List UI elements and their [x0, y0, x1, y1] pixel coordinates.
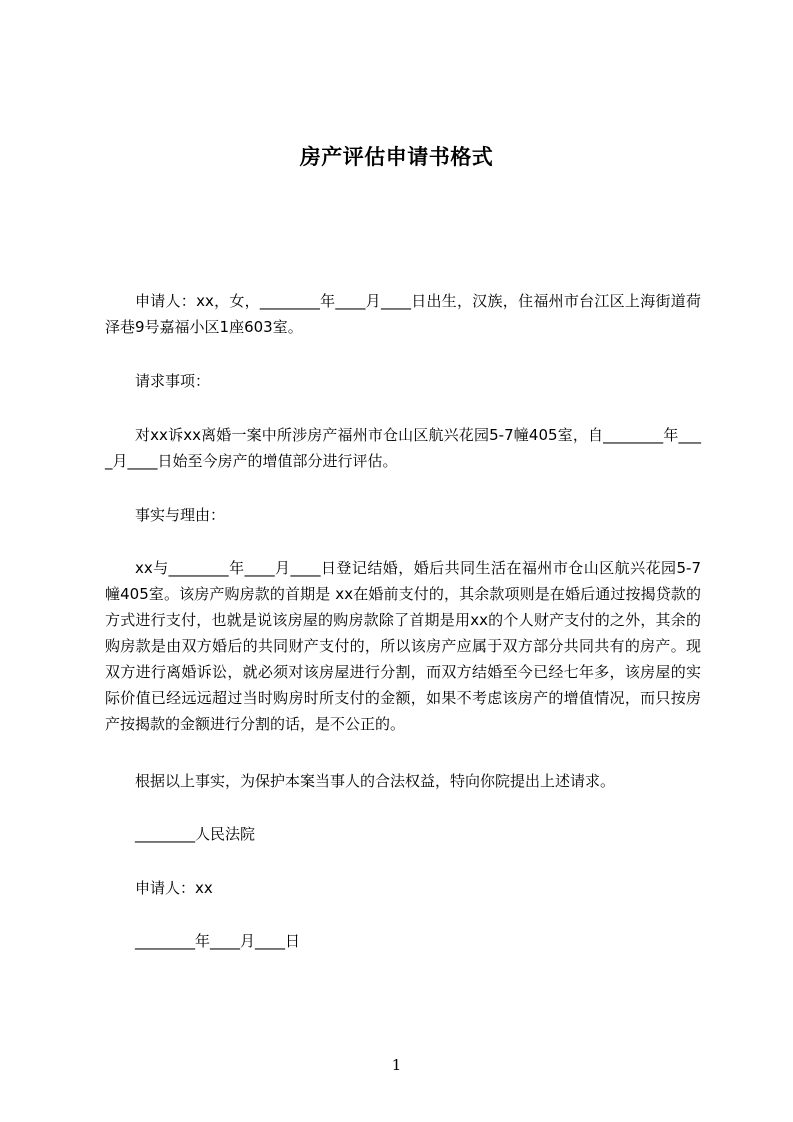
signature-line: 申请人：xx [135, 879, 213, 897]
date-line: ________年____月____日 [135, 932, 301, 950]
request-paragraph: 对xx诉xx离婚一案中所涉房产福州市仓山区航兴花园5-7幢405室，自________年____月____日始至今房产的增值部分进行评估。 [105, 426, 701, 470]
facts-heading: 事实与理由： [135, 506, 226, 524]
court-line: ________人民法院 [135, 825, 256, 843]
page-number: 1 [391, 1056, 402, 1074]
document-title: 房产评估申请书格式 [299, 145, 494, 169]
applicant-info-paragraph: 申请人：xx，女，________年____月____日出生，汉族，住福州市台江区上海街道荷泽巷9号嘉福小区1座603室。 [105, 292, 701, 336]
facts-paragraph: xx与________年____月____日登记结婚，婚后共同生活在福州市仓山区航兴花园5-7幢405室。该房产购房款的首期是 xx在婚前支付的，其余款项则是在婚后通过按揭贷款的方式进行支付，也就是说该房屋的购房款除了首期是用xx的个人财产支付的之外，其余的购房款是由双方婚后的共同财产支付的，所以该房产应属于双方部分共同共有的房产。现双方进行离婚诉讼，就必须对该房屋进行分割，而双方结婚至今已经七年多，该房屋的实际价值已经远远超过当时购房时所支付的金额，如果不考虑该房产的增值情况，而只按房产按揭款的金额进行分割的话，是不公正的。 [105, 559, 701, 733]
request-heading: 请求事项： [135, 372, 211, 390]
conclusion-paragraph: 根据以上事实，为保护本案当事人的合法权益，特向你院提出上述请求。 [135, 772, 616, 790]
